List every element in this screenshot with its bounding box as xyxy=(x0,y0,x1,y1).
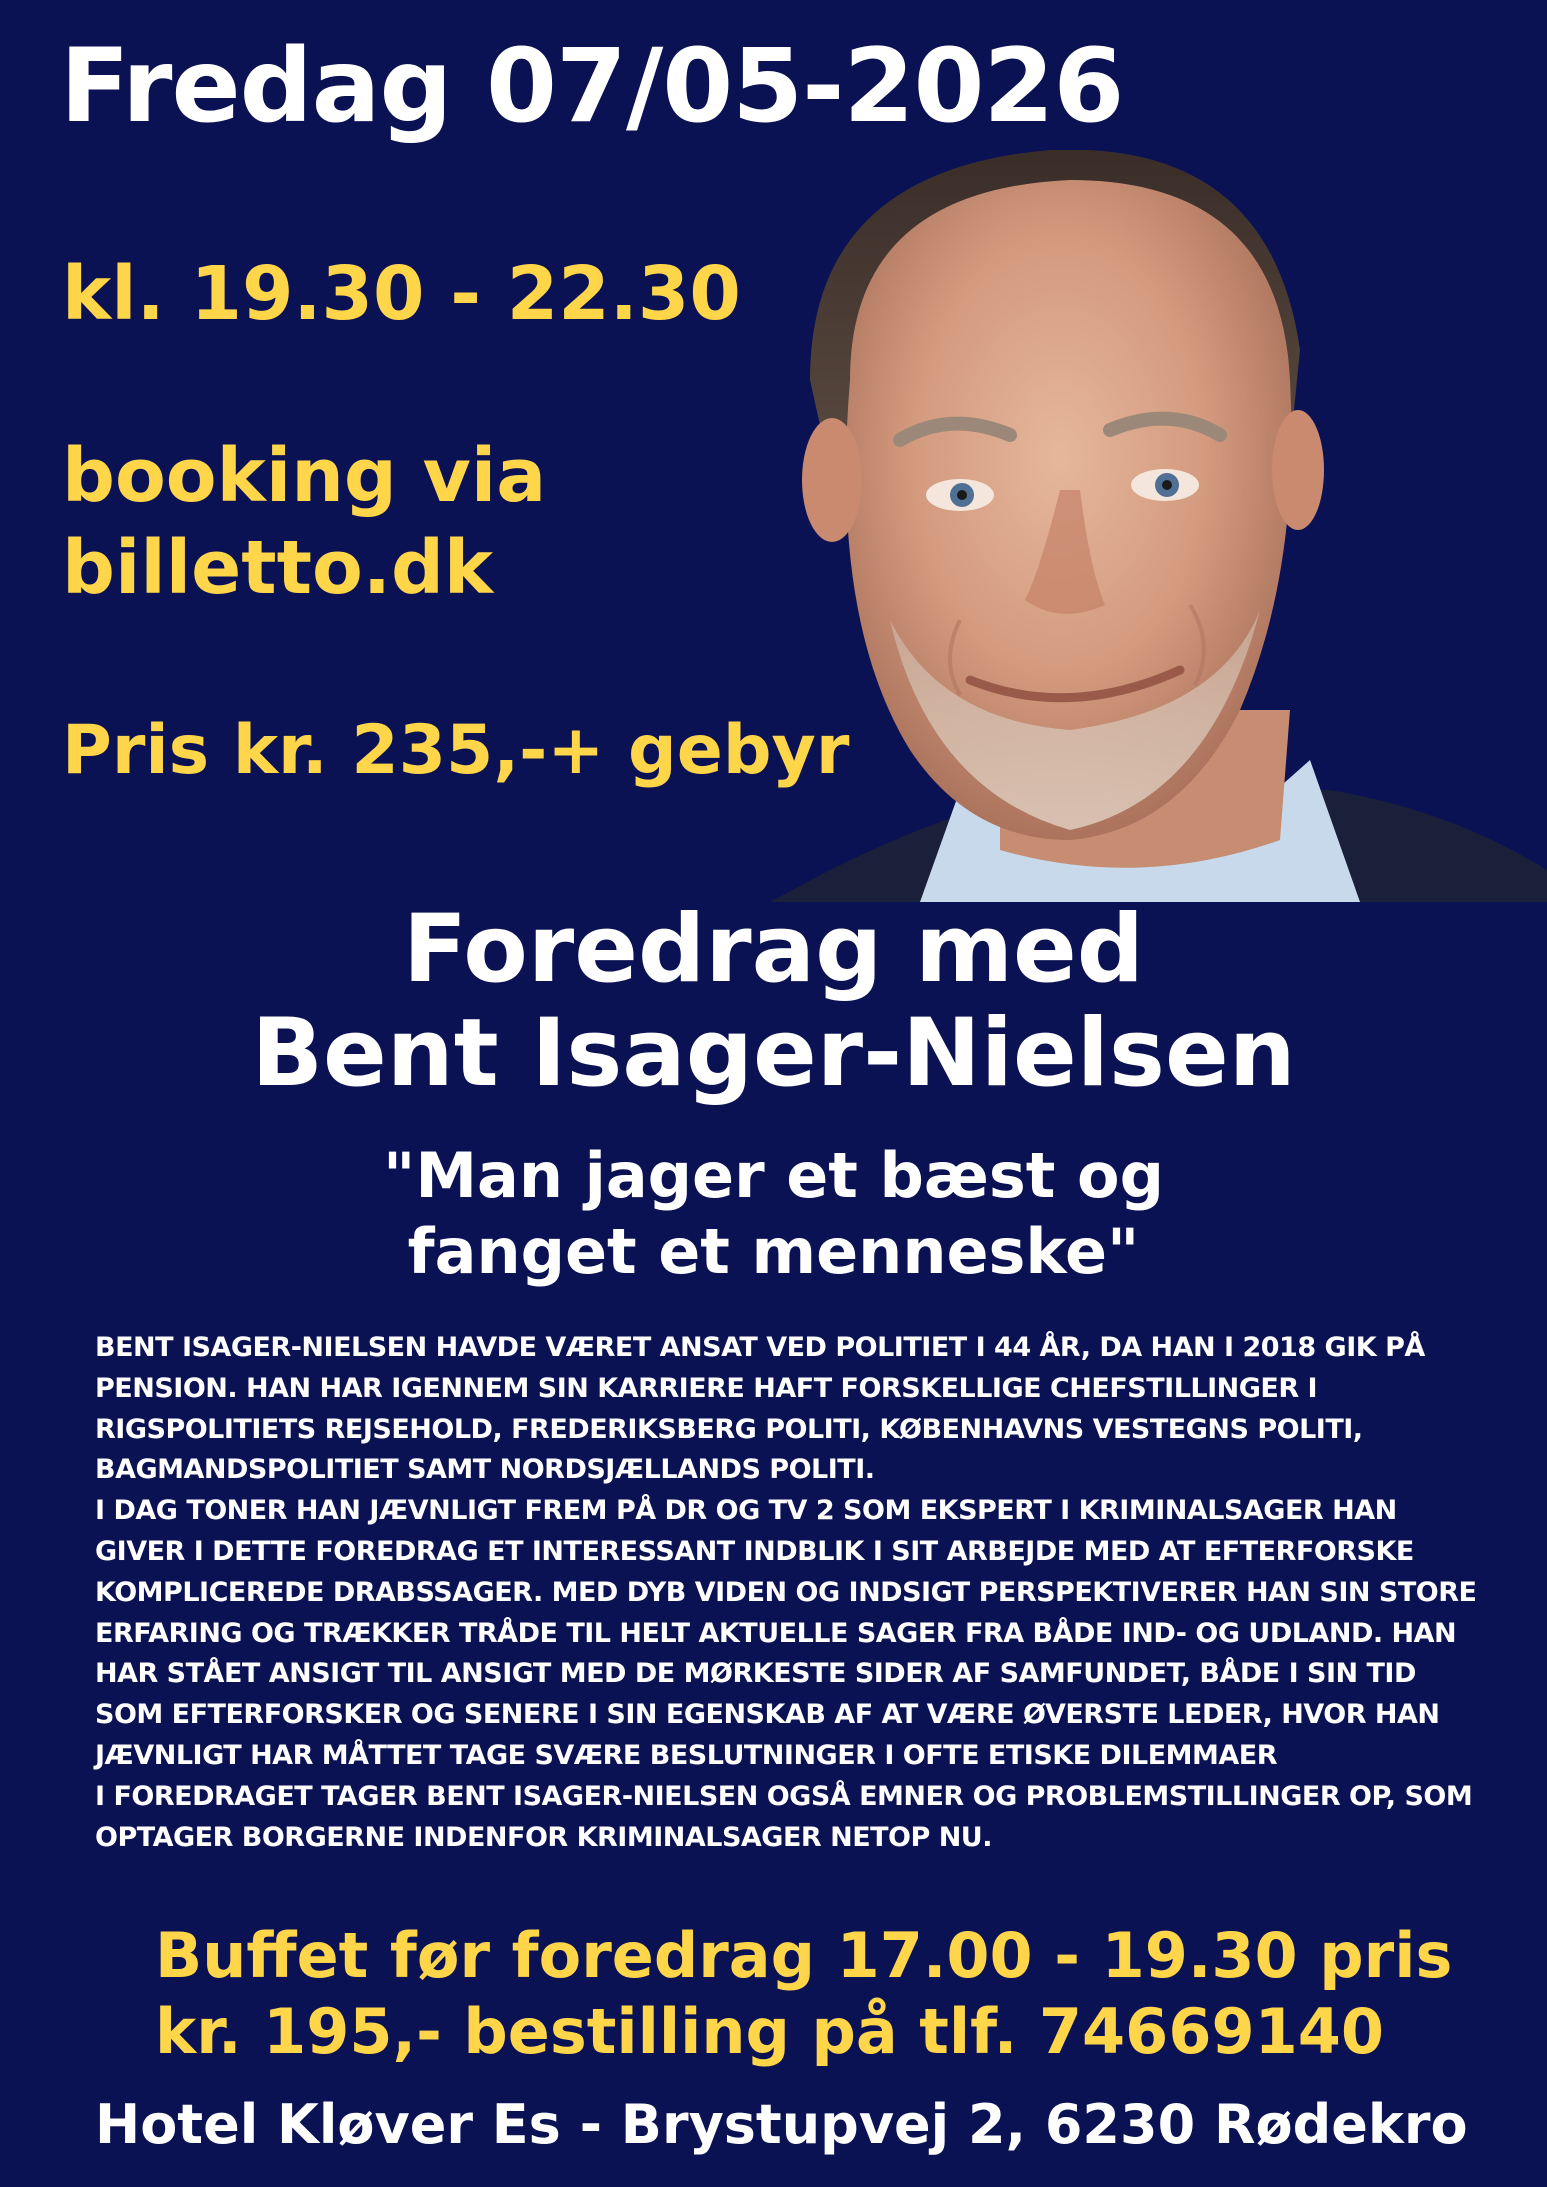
buffet-info xyxy=(155,1918,1452,2070)
lecture-description xyxy=(95,1328,1485,1858)
quote-line-1: "Man jager et bæst og xyxy=(383,1139,1164,1212)
lecture-quote xyxy=(0,1138,1547,1290)
booking-line-2: billetto.dk xyxy=(62,525,494,611)
booking-info xyxy=(62,430,546,614)
buffet-line-1: Buffet før foredrag 17.00 - 19.30 pris xyxy=(155,1919,1453,1992)
description-paragraph-3: I FOREDRAGET TAGER BENT ISAGER-NIELSEN OGSÅ EMNER OG PROBLEMSTILLINGER OP, SOM OPTAGER BORGERNE INDENFOR KRIMINALSAGER NETOP NU. xyxy=(95,1780,1473,1853)
speaker-name: Bent Isager-Nielsen xyxy=(251,999,1296,1108)
lecture-title xyxy=(0,895,1547,1108)
quote-line-2: fanget et menneske" xyxy=(407,1215,1140,1288)
description-paragraph-2: I DAG TONER HAN JÆVNLIGT FREM PÅ DR OG TV 2 SOM EKSPERT I KRIMINALSAGER HAN GIVER I DETTE FOREDRAG ET INTERESSANT INDBLIK I SIT ARBEJDE MED AT EFTERFORSKE KOMPLICEREDE DRABSSAGER. MED DYB VIDEN OG INDSIGT PERSPEKTIVERER HAN SIN STORE ERFARING OG TRÆKKER TRÅDE TIL HELT AKTUELLE SAGER FRA BÅDE IND- OG UDLAND. HAN HAR STÅET ANSIGT TIL ANSIGT MED DE MØRKESTE SIDER AF SAMFUNDET, BÅDE I SIN TID SOM EFTERFORSKER OG SENERE I SIN EGENSKAB AF AT VÆRE ØVERSTE LEDER, HVOR HAN JÆVNLIGT HAR MÅTTET TAGE SVÆRE BESLUTNINGER I OFTE ETISKE DILEMMAER xyxy=(95,1495,1477,1771)
title-line-1: Foredrag med xyxy=(402,895,1145,1004)
speaker-portrait xyxy=(770,150,1547,902)
ticket-price: Pris kr. 235,-+ gebyr xyxy=(62,711,850,790)
event-time: kl. 19.30 - 22.30 xyxy=(62,251,741,337)
booking-line-1: booking via xyxy=(62,433,547,519)
event-date: Fredag 07/05-2026 xyxy=(60,27,1124,146)
venue-address: Hotel Kløver Es - Brystupvej 2, 6230 Rødekro xyxy=(95,2093,1468,2156)
buffet-line-2: kr. 195,- bestilling på tlf. 74669140 xyxy=(155,1995,1385,2068)
description-paragraph-1: BENT ISAGER-NIELSEN HAVDE VÆRET ANSAT VED POLITIET I 44 ÅR, DA HAN I 2018 GIK PÅ PENSION. HAN HAR IGENNEM SIN KARRIERE HAFT FORSKELLIGE CHEFSTILLINGER I RIGSPOLITIETS REJSEHOLD, FREDERIKSBERG POLITI, KØBENHAVNS VESTEGNS POLITI, BAGMANDSPOLITIET SAMT NORDSJÆLLANDS POLITI. xyxy=(95,1332,1425,1486)
